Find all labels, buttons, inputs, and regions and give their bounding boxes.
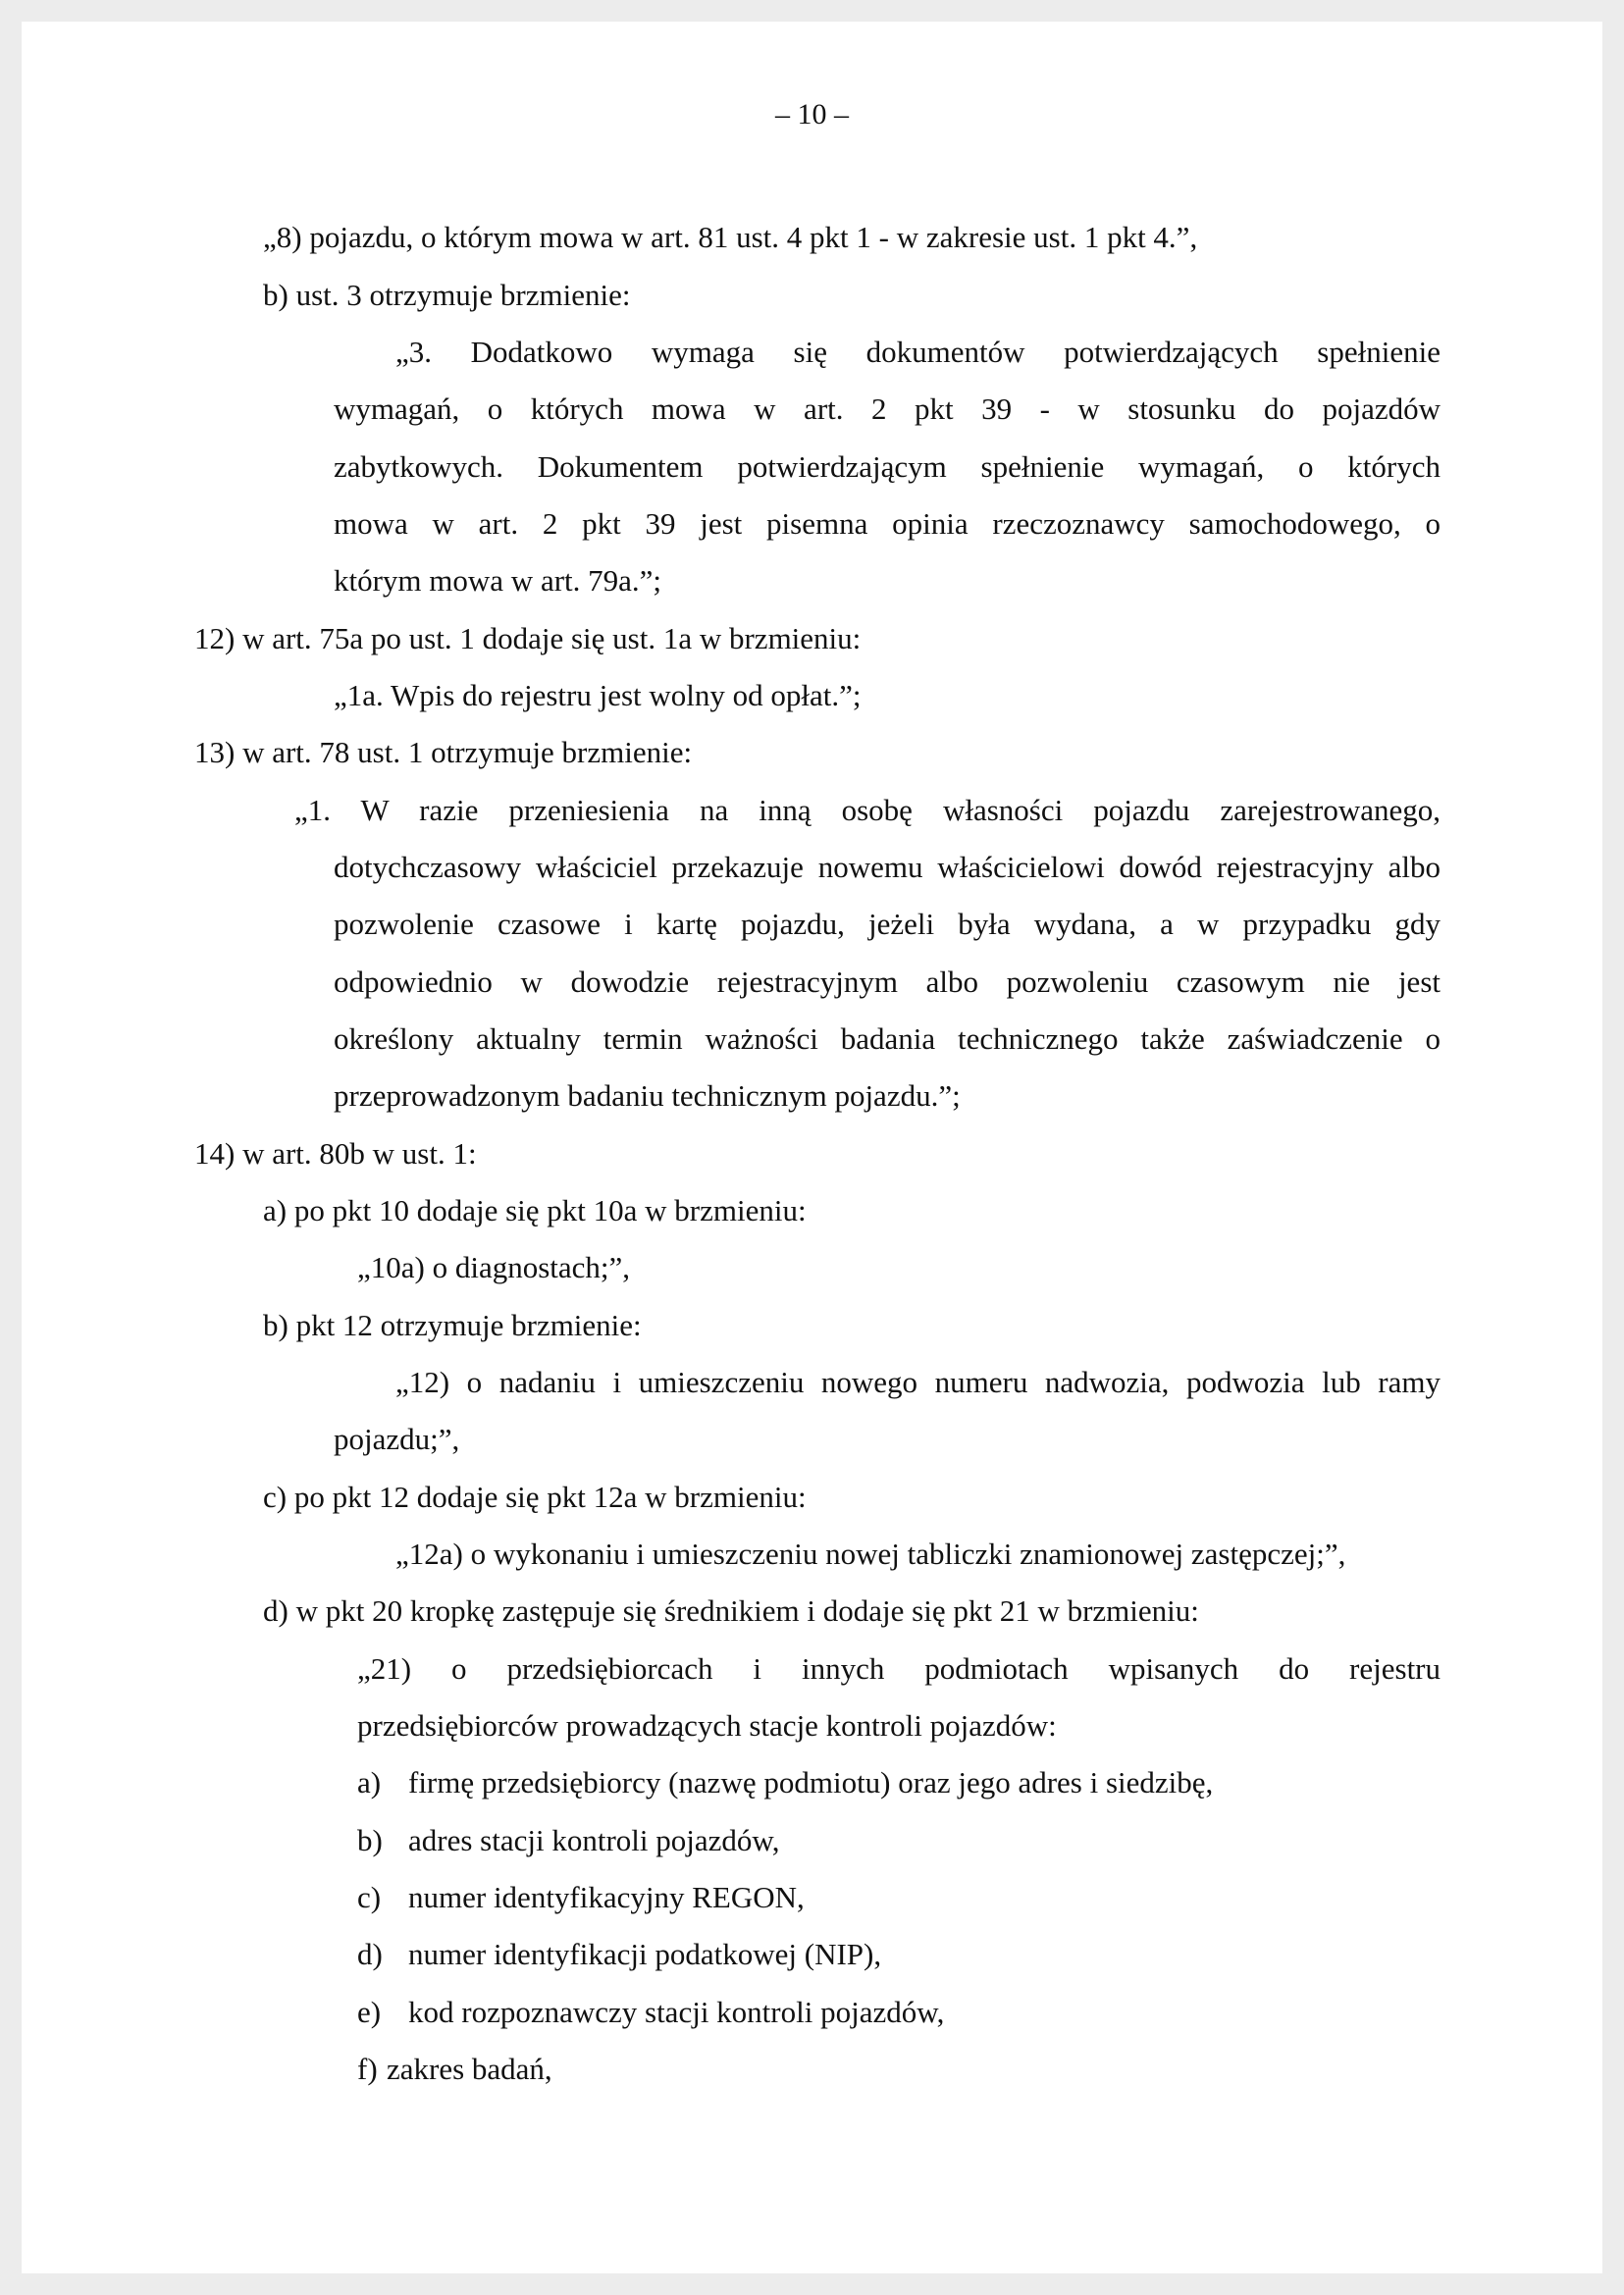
list-item-label: d): [357, 1937, 383, 1971]
list-item-text: adres stacji kontroli pojazdów,: [408, 1823, 780, 1857]
text-line: pojazdu;”,: [334, 1422, 460, 1456]
list-item: [357, 1821, 780, 1860]
text-line: „1. W razie przeniesienia na inną osobę własności pojazdu zarejestrowanego,: [294, 793, 1441, 827]
list-item-text: zakres badań,: [387, 2052, 552, 2086]
text-line: 14) w art. 80b w ust. 1:: [194, 1136, 477, 1171]
text-line: którym mowa w art. 79a.”;: [334, 563, 662, 598]
text-line: 12) w art. 75a po ust. 1 dodaje się ust. 1a w brzmieniu:: [194, 621, 862, 655]
list-item: [357, 2050, 552, 2089]
text-line: określony aktualny termin ważności badania technicznego także zaświadczenie o: [334, 1021, 1441, 1056]
text-line: „8) pojazdu, o którym mowa w art. 81 ust. 4 pkt 1 - w zakresie ust. 1 pkt 4.”,: [263, 220, 1198, 254]
text-line: b) ust. 3 otrzymuje brzmienie:: [263, 278, 631, 312]
list-item-label: b): [357, 1823, 383, 1857]
list-item-text: numer identyfikacyjny REGON,: [408, 1880, 805, 1914]
text-line: c) po pkt 12 dodaje się pkt 12a w brzmieniu:: [263, 1480, 807, 1514]
page-number: – 10 –: [775, 98, 849, 130]
list-item-text: firmę przedsiębiorcy (nazwę podmiotu) oraz jego adres i siedzibę,: [408, 1765, 1214, 1799]
list-item: [357, 1763, 1213, 1802]
text-line: „1a. Wpis do rejestru jest wolny od opłat.”;: [334, 678, 862, 712]
text-line: pozwolenie czasowe i kartę pojazdu, jeżeli była wydana, a w przypadku gdy: [334, 907, 1441, 941]
list-item-label: a): [357, 1765, 382, 1799]
text-line: „3. Dodatkowo wymaga się dokumentów potwierdzających spełnienie: [395, 335, 1441, 369]
list-item-label: e): [357, 1995, 382, 2029]
text-line: zabytkowych. Dokumentem potwierdzającym spełnienie wymagań, o których: [334, 449, 1441, 484]
list-item-label: f): [357, 2052, 378, 2086]
list-item: [357, 1878, 805, 1917]
text-line: dotychczasowy właściciel przekazuje nowemu właścicielowi dowód rejestracyjny albo: [334, 850, 1441, 884]
list-item: [357, 1935, 881, 1974]
text-line: d) w pkt 20 kropkę zastępuje się średnikiem i dodaje się pkt 21 w brzmieniu:: [263, 1593, 1199, 1628]
list-item-label: c): [357, 1880, 382, 1914]
list-item: [357, 1993, 944, 2032]
text-line: odpowiednio w dowodzie rejestracyjnym albo pozwoleniu czasowym nie jest: [334, 965, 1441, 999]
text-line: b) pkt 12 otrzymuje brzmienie:: [263, 1308, 642, 1342]
list-item-text: numer identyfikacji podatkowej (NIP),: [408, 1937, 882, 1971]
text-line: mowa w art. 2 pkt 39 jest pisemna opinia rzeczoznawcy samochodowego, o: [334, 506, 1441, 541]
text-line: a) po pkt 10 dodaje się pkt 10a w brzmieniu:: [263, 1193, 807, 1227]
text-line: „10a) o diagnostach;”,: [357, 1250, 631, 1284]
list-item-text: kod rozpoznawczy stacji kontroli pojazdów,: [408, 1995, 945, 2029]
text-line: „12) o nadaniu i umieszczeniu nowego numeru nadwozia, podwozia lub ramy: [395, 1365, 1441, 1399]
text-line: wymagań, o których mowa w art. 2 pkt 39 - w stosunku do pojazdów: [334, 391, 1441, 426]
text-line: „12a) o wykonaniu i umieszczeniu nowej tabliczki znamionowej zastępczej;”,: [395, 1537, 1346, 1571]
text-line: przedsiębiorców prowadzących stacje kontroli pojazdów:: [357, 1708, 1057, 1743]
text-line: przeprowadzonym badaniu technicznym pojazdu.”;: [334, 1078, 961, 1113]
text-line: „21) o przedsiębiorcach i innych podmiotach wpisanych do rejestru: [357, 1651, 1441, 1686]
text-line: 13) w art. 78 ust. 1 otrzymuje brzmienie:: [194, 735, 693, 769]
